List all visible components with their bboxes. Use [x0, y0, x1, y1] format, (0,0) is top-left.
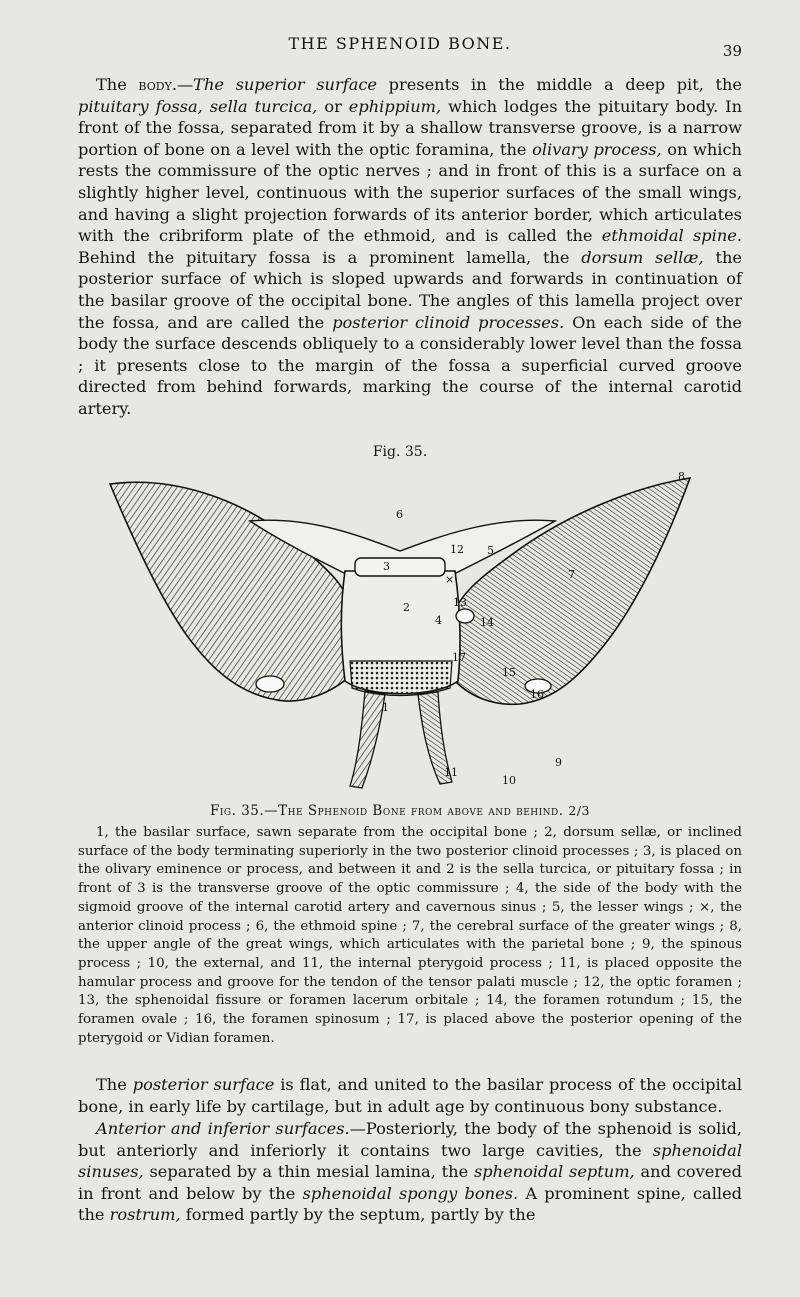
basilar-surface	[350, 661, 452, 696]
text-run: Behind the pituitary fossa is a prominent lamella, the	[78, 247, 582, 267]
text-run: A prominent spine, called the	[78, 1183, 743, 1225]
italic-term: ephippium,	[348, 96, 442, 116]
fig-number-7: 7	[568, 568, 575, 581]
fig-number-6: 6	[396, 508, 403, 521]
text-run: The	[96, 1075, 133, 1094]
italic-term: sphenoidal sinuses,	[78, 1140, 742, 1182]
fig-number-17: 17	[452, 651, 466, 664]
right-greater-wing	[452, 478, 690, 704]
text-run: which lodges the pituitary body. In front of the fossa, separated from it by a shallow transverse groove, is a narrow portion of bone on a level with the optic foramina, the	[78, 96, 743, 159]
fig-number-12: 12	[450, 543, 464, 556]
fig-number-11: 11	[444, 766, 458, 779]
running-title: THE SPHENOID BONE.	[288, 34, 512, 53]
fig-number-3: 3	[383, 560, 390, 573]
page-number: 39	[722, 42, 742, 60]
fig-number-14: 14	[480, 616, 494, 629]
text-run: is flat, and united to the basilar process of the occipital bone, in early life by cartilage, but in adult age by continuous bony substance.	[78, 1075, 743, 1116]
text-run: separated by a thin mesial lamina, the	[143, 1162, 474, 1182]
italic-term: olivary process,	[532, 139, 662, 159]
fig-number-2: 2	[403, 601, 410, 614]
fig-number-15: 15	[502, 666, 516, 679]
left-greater-wing	[110, 482, 350, 701]
text-run: the posterior surface of which is sloped upwards and forwards in continuation of the basilar groove of the occipital bone. The angles of this lamella project over the fossa, and are called the	[78, 247, 742, 332]
fig-number-5: 5	[487, 544, 494, 557]
figure-caption-body: 1, the basilar surface, sawn separate from the occipital bone ; 2, dorsum sellæ, or inclined surface of the body terminating superiorly in the two posterior clinoid processes ; 3, is placed on the olivary eminence or process, and between it and 2 is the sella turcica, or pituitary fossa ; in front of 3 is the transverse groove of the optic commissure ; 4, the side of the body with the sigmoid groove of the internal carotid artery and cavernous sinus ; 5, the lesser wings ; ×, the anterior clinoid process ; 6, the ethmoid spine ; 7, the cerebral surface of the greater wings ; 8, the upper angle of the great wings, which articulates with the parietal bone ; 9, the spinous process ; 10, the external, and 11, the internal pterygoid process ; 11, is placed opposite the hamular process and groove for the tendon of the tensor palati muscle ; 12, the optic foramen ; 13, the sphenoidal fissure or foramen lacerum orbitale ; 14, the foramen rotundum ; 15, the foramen ovale ; 16, the foramen spinosum ; 17, is placed above the posterior opening of the pterygoid or Vidian foramen.	[78, 825, 742, 1046]
fig-number-16: 16	[530, 688, 544, 701]
italic-term: Anterior and inferior surfaces.	[96, 1119, 350, 1138]
section-heading-body: body	[138, 75, 172, 94]
fig-number-4: 4	[435, 614, 442, 627]
italic-term: dorsum sellæ,	[581, 247, 704, 267]
fig-number-9: 9	[555, 756, 562, 769]
figure-label: Fig. 35.	[372, 444, 428, 460]
text-run: or	[317, 96, 349, 116]
foramen-rotundum	[456, 609, 474, 623]
fig-number-8: 8	[678, 470, 685, 483]
text-run: on which rests the commissure of the optic nerves ; and in front of this is a surface on a slightly higher level, continuous with the superior surfaces of the small wings, and having a slight projection forwards of its anterior border, which articulates with the cribriform plate of the ethmoid, and is called the	[78, 139, 742, 246]
fig-number-1: 1	[382, 701, 389, 714]
italic-term: posterior surface	[132, 1075, 275, 1094]
figure-scale: 2/3	[568, 803, 590, 818]
paragraph-posterior-surface	[78, 1074, 742, 1117]
fig-mark-cross: ×	[445, 573, 455, 586]
text-run: On each side of the body the surface descends obliquely to a considerably lower level than the fossa ; it presents close to the margin of the fossa a superficial curved groove directed from behind forwards, marking the course of the internal carotid artery.	[78, 312, 742, 418]
text-run: The	[96, 75, 139, 94]
italic-term: pituitary fossa, sella turcica,	[78, 96, 318, 116]
left-pterygoid-process	[350, 691, 385, 788]
dorsum-sellae	[355, 558, 445, 576]
sphenoid-bone-illustration	[100, 466, 700, 796]
caption-title-text: Fig. 35.—The Sphenoid Bone from above and behind.	[210, 803, 564, 819]
italic-term: sphenoidal spongy bones.	[302, 1183, 519, 1203]
text-run: formed partly by the septum, partly by the	[180, 1205, 536, 1225]
italic-term: sphenoidal septum,	[473, 1162, 635, 1182]
italic-term: posterior clinoid processes.	[332, 312, 565, 332]
italic-term: ethmoidal spine.	[601, 226, 742, 246]
text-run: and covered in front and below by the	[78, 1162, 742, 1203]
fig-number-10: 10	[502, 774, 516, 787]
paragraph-anterior-inferior-surfaces	[78, 1118, 742, 1226]
text-run: presents in the middle a deep pit, the	[377, 75, 742, 94]
foramen-ovale	[256, 676, 284, 692]
paragraph-superior-surface	[78, 74, 742, 420]
figure-caption-title	[0, 803, 800, 819]
italic-term: rostrum,	[109, 1205, 181, 1225]
fig-number-13: 13	[453, 596, 467, 609]
text-run: —Posteriorly, the body of the sphenoid is solid, but anteriorly and inferiorly it contains two large cavities, the	[78, 1119, 743, 1160]
text-run: .—	[171, 75, 194, 94]
italic-term: The superior surface	[193, 75, 377, 94]
